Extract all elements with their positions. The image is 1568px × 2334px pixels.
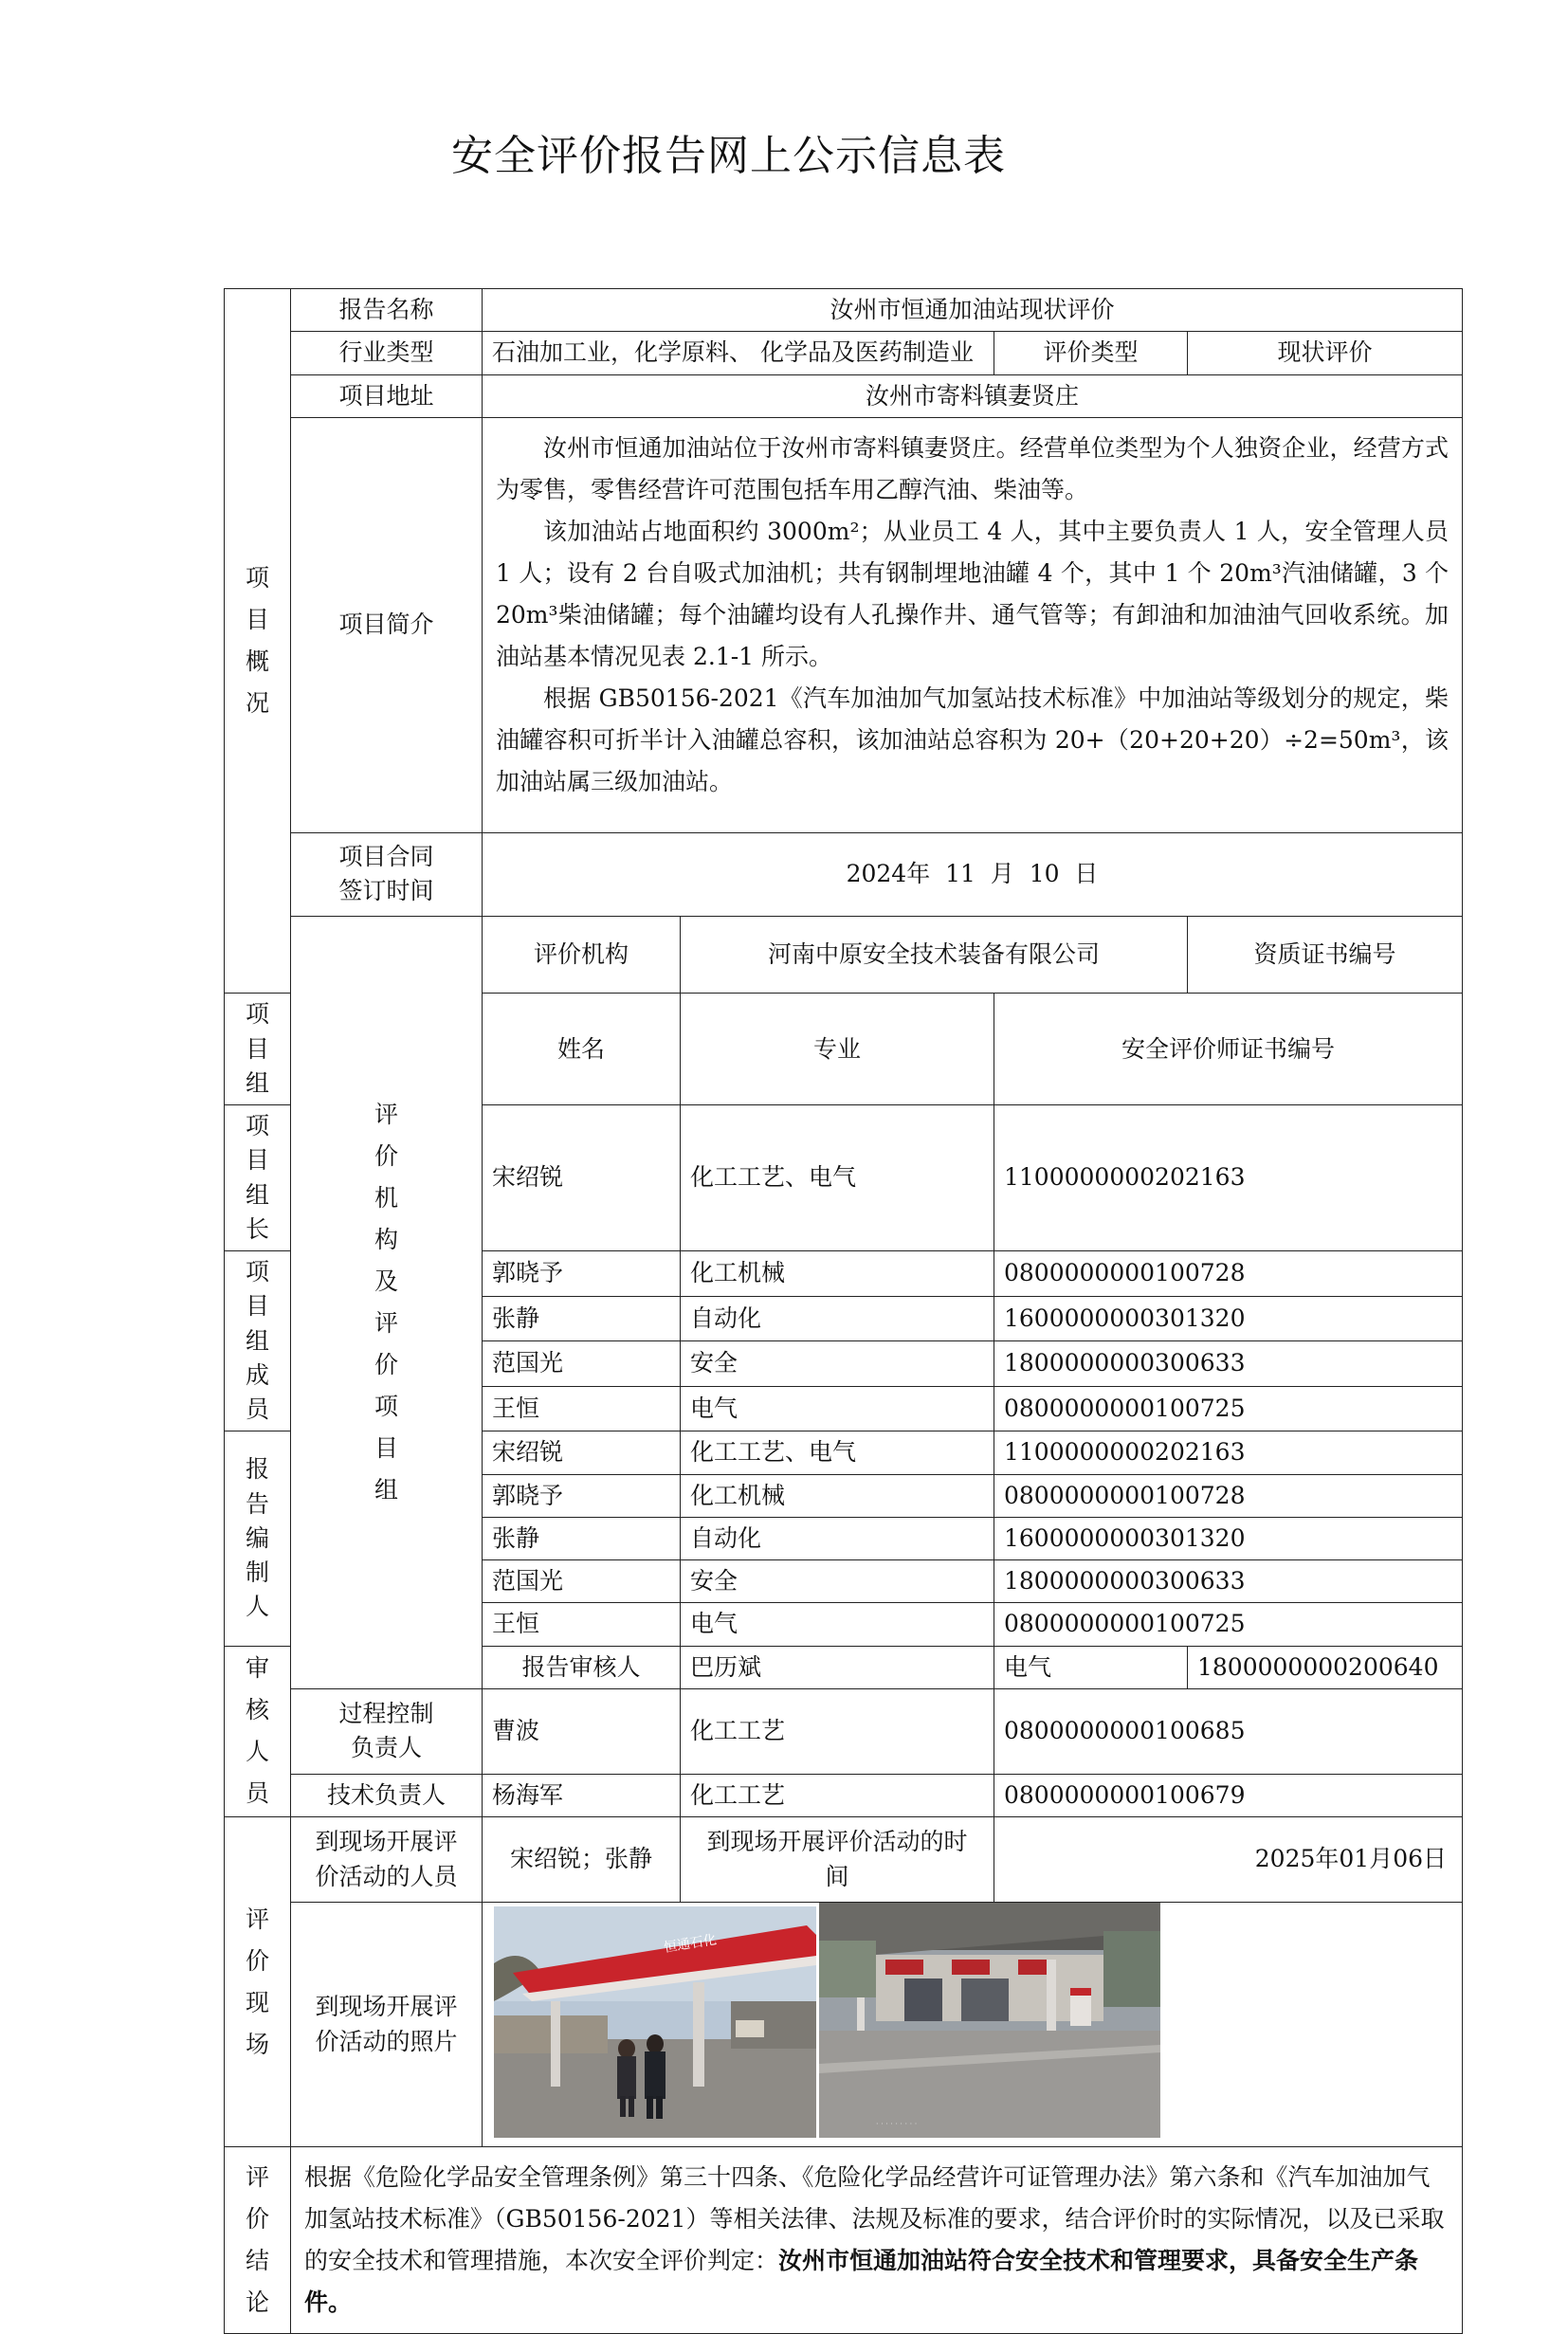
tech-major: 化工工艺 bbox=[681, 1774, 994, 1816]
author-cert: 0800000000100728 bbox=[994, 1474, 1463, 1517]
leader-cert: 1100000000202163 bbox=[994, 1105, 1463, 1251]
report-name: 汝州市恒通加油站现状评价 bbox=[483, 289, 1463, 332]
col-major-header: 专业 bbox=[681, 994, 994, 1105]
members-label bbox=[225, 1251, 291, 1431]
leader-name: 宋绍锐 bbox=[483, 1105, 681, 1251]
address-label: 项目地址 bbox=[291, 374, 483, 417]
process-label bbox=[291, 1688, 483, 1774]
col-cert-header: 安全评价师证书编号 bbox=[994, 994, 1463, 1105]
site-photo-1-image bbox=[494, 1906, 816, 2138]
page-title: 安全评价报告网上公示信息表 bbox=[451, 132, 1006, 180]
member-major: 电气 bbox=[681, 1386, 994, 1431]
conclusion-text bbox=[291, 2147, 1463, 2334]
author-cert: 1100000000202163 bbox=[994, 1431, 1463, 1474]
section-site bbox=[225, 1817, 291, 2147]
member-cert: 1600000000301320 bbox=[994, 1296, 1463, 1341]
member-cert: 0800000000100728 bbox=[994, 1251, 1463, 1297]
members-label-line1: 项目组 bbox=[245, 1258, 269, 1355]
members-label-line2: 成员 bbox=[245, 1360, 269, 1423]
authors-label-line1: 报告 bbox=[245, 1455, 269, 1518]
author-major: 电气 bbox=[681, 1603, 994, 1646]
section-org bbox=[291, 916, 483, 1688]
process-label-line2: 负责人 bbox=[350, 1734, 422, 1762]
site-people: 宋绍锐；张静 bbox=[483, 1817, 681, 1903]
col-name-header: 姓名 bbox=[483, 994, 681, 1105]
author-cert: 0800000000100725 bbox=[994, 1603, 1463, 1646]
intro-paragraph-1: 汝州市恒通加油站位于汝州市寄料镇妻贤庄。经营单位类型为个人独资企业，经营方式为零售，零售经营许可范围包括车用乙醇汽油、柴油等。 bbox=[496, 433, 1449, 503]
leader-label: 项目组长 bbox=[225, 1105, 291, 1251]
site-people-label-line2: 价活动的人员 bbox=[315, 1862, 458, 1890]
intro-paragraph-2: 该加油站占地面积约 3000m²；从业员工 4 人，其中主要负责人 1 人，安全管理人员 1 人；设有 2 台自吸式加油机；共有钢制埋地油罐 4 个，其中 1 个 20m³汽油储罐，3 个 20m³柴油储罐；每个油罐均设有人孔操作井、通气管等；有卸油和加油油气回收系统。加油站基本情况见表 2.1-1 所示。 bbox=[496, 517, 1449, 670]
section-conclusion-label: 评价结论 bbox=[245, 2163, 269, 2316]
process-name: 曹波 bbox=[483, 1688, 681, 1774]
cert-label: 资质证书编号 bbox=[1188, 916, 1463, 994]
member-major: 安全 bbox=[681, 1341, 994, 1387]
svg-text:· · · · · · · · ·: · · · · · · · · · bbox=[876, 2120, 918, 2128]
author-name: 郭晓予 bbox=[483, 1474, 681, 1517]
col-group-header: 项目组 bbox=[225, 994, 291, 1105]
author-name: 张静 bbox=[483, 1517, 681, 1559]
site-photos bbox=[483, 1903, 1462, 2142]
site-time-label bbox=[681, 1817, 994, 1903]
contract-label-line1: 项目合同 bbox=[338, 843, 434, 870]
intro-paragraph-3: 根据 GB50156-2021《汽车加油加气加氢站技术标准》中加油站等级划分的规定，柴油罐容积可折半计入油罐总容积，该加油站总容积为 20+（20+20+20）÷2=50m³，该加油站属三级加油站。 bbox=[496, 684, 1449, 795]
info-table bbox=[224, 288, 1463, 2334]
author-cert: 1800000000300633 bbox=[994, 1560, 1463, 1603]
section-overview bbox=[225, 289, 291, 994]
author-name: 范国光 bbox=[483, 1560, 681, 1603]
intro-label: 项目简介 bbox=[291, 417, 483, 832]
member-major: 自动化 bbox=[681, 1296, 994, 1341]
site-photos-label-line2: 价活动的照片 bbox=[315, 2027, 458, 2055]
author-name: 王恒 bbox=[483, 1603, 681, 1646]
authors-label-line2: 编制人 bbox=[245, 1523, 269, 1621]
site-photos-label-line1: 到现场开展评 bbox=[315, 1993, 458, 2021]
reviewer-label: 报告审核人 bbox=[483, 1646, 681, 1688]
member-cert: 0800000000100725 bbox=[994, 1386, 1463, 1431]
member-name: 郭晓予 bbox=[483, 1251, 681, 1297]
section-review-label: 审核人员 bbox=[245, 1654, 269, 1808]
section-overview-label: 项目概况 bbox=[245, 564, 269, 718]
section-conclusion bbox=[225, 2147, 291, 2334]
section-org-label: 评价机构及评价项目组 bbox=[374, 1100, 398, 1504]
author-cert: 1600000000301320 bbox=[994, 1517, 1463, 1559]
tech-name: 杨海军 bbox=[483, 1774, 681, 1816]
site-photos-label bbox=[291, 1903, 483, 2147]
report-name-label: 报告名称 bbox=[291, 289, 483, 332]
leader-major: 化工工艺、电气 bbox=[681, 1105, 994, 1251]
author-major: 自动化 bbox=[681, 1517, 994, 1559]
process-label-line1: 过程控制 bbox=[338, 1700, 434, 1727]
author-major: 化工工艺、电气 bbox=[681, 1431, 994, 1474]
section-review bbox=[225, 1646, 291, 1817]
site-people-label bbox=[291, 1817, 483, 1903]
tech-cert: 0800000000100679 bbox=[994, 1774, 1463, 1816]
reviewer-name: 巴历斌 bbox=[681, 1646, 994, 1688]
authors-label bbox=[225, 1431, 291, 1646]
site-photo-2-image bbox=[819, 1903, 1160, 2138]
site-photos-cell bbox=[483, 1903, 1463, 2147]
site-photo-1 bbox=[494, 1906, 816, 2138]
industry-label: 行业类型 bbox=[291, 332, 483, 374]
member-name: 张静 bbox=[483, 1296, 681, 1341]
address-value: 汝州市寄料镇妻贤庄 bbox=[483, 374, 1463, 417]
site-time-label-line1: 到现场开展评价活动的时 bbox=[706, 1828, 968, 1856]
reviewer-major: 电气 bbox=[994, 1646, 1188, 1688]
eval-type-label: 评价类型 bbox=[994, 332, 1188, 374]
member-name: 范国光 bbox=[483, 1341, 681, 1387]
author-major: 化工机械 bbox=[681, 1474, 994, 1517]
conclusion-body: 根据《危险化学品安全管理条例》第三十四条、《危险化学品经营许可证管理办法》第六条和《汽车加油加气加氢站技术标准》（GB50156-2021）等相关法律、法规及标准的要求，结合评价时的实际情况，以及已采取的安全技术和管理措施，本次安全评价判定： bbox=[304, 2163, 1445, 2274]
agency-value: 河南中原安全技术装备有限公司 bbox=[681, 916, 1188, 994]
photo1-sign-text: 恒通石化 bbox=[663, 1932, 718, 1956]
site-time-label-line2: 间 bbox=[825, 1862, 849, 1890]
author-major: 安全 bbox=[681, 1560, 994, 1603]
site-date: 2025年01月06日 bbox=[994, 1817, 1463, 1903]
process-cert: 0800000000100685 bbox=[994, 1688, 1463, 1774]
member-major: 化工机械 bbox=[681, 1251, 994, 1297]
project-intro bbox=[483, 417, 1463, 832]
site-photo-2 bbox=[819, 1903, 1160, 2138]
tech-label: 技术负责人 bbox=[291, 1774, 483, 1816]
site-people-label-line1: 到现场开展评 bbox=[315, 1828, 458, 1856]
section-site-label: 评价现场 bbox=[245, 1905, 269, 2058]
eval-type-value: 现状评价 bbox=[1188, 332, 1463, 374]
industry-value: 石油加工业，化学原料、 化学品及医药制造业 bbox=[483, 332, 994, 374]
contract-date: 2024年 11 月 10 日 bbox=[483, 832, 1463, 916]
member-cert: 1800000000300633 bbox=[994, 1341, 1463, 1387]
conclusion-verdict: 汝州市恒通加油站符合安全技术和管理要求，具备安全生产条件。 bbox=[304, 2247, 1419, 2316]
contract-label bbox=[291, 832, 483, 916]
member-name: 王恒 bbox=[483, 1386, 681, 1431]
process-major: 化工工艺 bbox=[681, 1688, 994, 1774]
reviewer-cert: 1800000000200640 bbox=[1188, 1646, 1463, 1688]
author-name: 宋绍锐 bbox=[483, 1431, 681, 1474]
contract-label-line2: 签订时间 bbox=[338, 877, 434, 905]
agency-label: 评价机构 bbox=[483, 916, 681, 994]
